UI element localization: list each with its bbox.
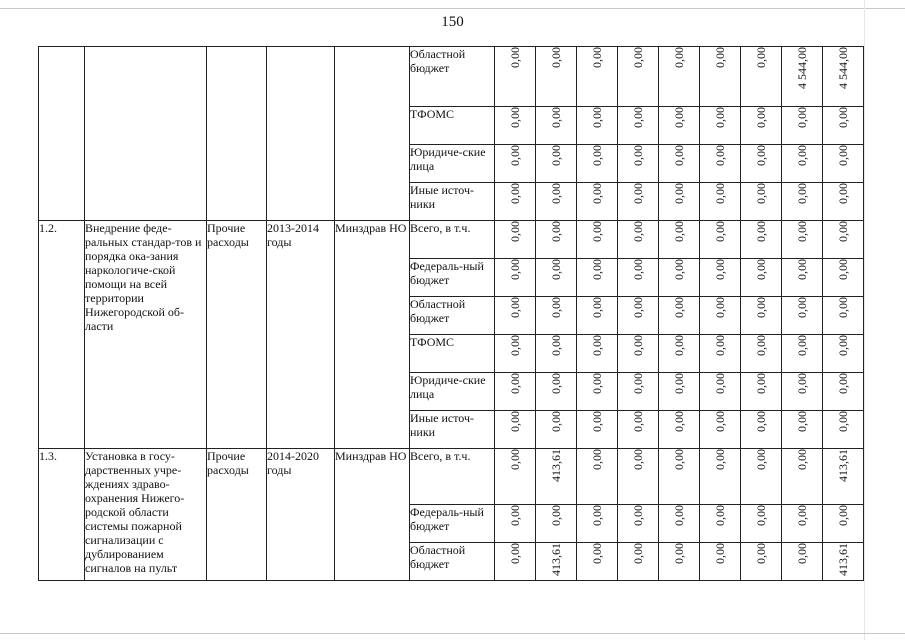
value-cell <box>700 107 741 145</box>
value-cell <box>741 221 782 259</box>
value-text: 0,00 <box>590 297 604 318</box>
funding-source: Федераль-ный бюджет <box>410 259 495 297</box>
value-cell <box>577 411 618 449</box>
value-cell <box>741 145 782 183</box>
value-text: 0,00 <box>549 505 563 526</box>
value-text: 0,00 <box>631 107 645 128</box>
value-text: 413,61 <box>549 543 563 576</box>
value-cell <box>782 107 823 145</box>
value-text: 0,00 <box>836 411 850 432</box>
value-text: 0,00 <box>795 373 809 394</box>
value-text: 0,00 <box>549 297 563 318</box>
value-cell <box>495 145 536 183</box>
scan-border-top <box>0 8 905 9</box>
value-text: 0,00 <box>795 297 809 318</box>
value-cell <box>823 373 864 411</box>
value-cell <box>782 259 823 297</box>
value-cell <box>495 107 536 145</box>
value-text: 0,00 <box>508 449 522 470</box>
value-text: 0,00 <box>713 297 727 318</box>
value-cell <box>700 297 741 335</box>
value-cell <box>741 183 782 221</box>
value-cell <box>536 505 577 543</box>
value-text: 0,00 <box>713 183 727 204</box>
value-text: 0,00 <box>795 145 809 166</box>
value-text: 0,00 <box>508 183 522 204</box>
row-number: 1.2. <box>39 221 85 449</box>
value-cell <box>495 543 536 581</box>
executor: Минздрав НО <box>335 221 410 449</box>
value-text: 0,00 <box>795 259 809 280</box>
value-cell <box>700 183 741 221</box>
value-cell <box>741 505 782 543</box>
value-text: 0,00 <box>590 259 604 280</box>
value-text: 0,00 <box>549 107 563 128</box>
value-text: 0,00 <box>631 505 645 526</box>
value-text: 0,00 <box>713 543 727 564</box>
measure-name: Установка в госу-дарственных учре-ждениях здраво-охранения Нижего-родской области системы пожарной сигнализации с дублированием сигналов на пульт <box>85 449 207 581</box>
measure-name <box>85 47 207 221</box>
value-text: 0,00 <box>713 259 727 280</box>
page-number: 150 <box>441 14 464 30</box>
value-text: 0,00 <box>795 183 809 204</box>
value-text: 0,00 <box>672 411 686 432</box>
value-text: 0,00 <box>508 259 522 280</box>
value-cell <box>823 221 864 259</box>
value-text: 0,00 <box>713 221 727 242</box>
value-cell <box>700 505 741 543</box>
value-text: 0,00 <box>508 411 522 432</box>
value-cell <box>741 543 782 581</box>
value-cell <box>782 373 823 411</box>
scan-border-right <box>864 0 865 640</box>
value-text: 0,00 <box>672 505 686 526</box>
value-text: 0,00 <box>836 297 850 318</box>
value-cell <box>741 411 782 449</box>
value-text: 0,00 <box>508 505 522 526</box>
value-cell <box>700 221 741 259</box>
table-row <box>39 449 864 505</box>
value-text: 0,00 <box>672 373 686 394</box>
value-cell <box>741 47 782 107</box>
value-text: 0,00 <box>754 411 768 432</box>
expense-type <box>207 47 267 221</box>
value-cell <box>741 259 782 297</box>
value-text: 0,00 <box>672 145 686 166</box>
value-cell <box>659 335 700 373</box>
value-cell <box>659 449 700 505</box>
value-cell <box>495 259 536 297</box>
funding-source: Юридиче-ские лица <box>410 145 495 183</box>
value-cell <box>577 505 618 543</box>
value-cell <box>659 183 700 221</box>
value-text: 0,00 <box>754 505 768 526</box>
value-cell <box>536 449 577 505</box>
value-cell <box>577 373 618 411</box>
value-text: 0,00 <box>508 373 522 394</box>
value-cell <box>823 47 864 107</box>
value-cell <box>659 411 700 449</box>
table-row <box>39 47 864 107</box>
scan-border-bottom <box>0 633 905 634</box>
funding-source: Иные источ-ники <box>410 411 495 449</box>
value-cell <box>741 449 782 505</box>
value-cell <box>618 543 659 581</box>
value-cell <box>782 411 823 449</box>
value-cell <box>618 47 659 107</box>
value-text: 0,00 <box>672 221 686 242</box>
value-text: 0,00 <box>590 335 604 356</box>
value-cell <box>495 183 536 221</box>
value-cell <box>618 297 659 335</box>
value-cell <box>823 335 864 373</box>
value-cell <box>618 221 659 259</box>
value-text: 0,00 <box>508 47 522 68</box>
value-text: 0,00 <box>590 107 604 128</box>
value-cell <box>700 543 741 581</box>
value-text: 0,00 <box>795 449 809 470</box>
value-cell <box>741 335 782 373</box>
value-cell <box>577 449 618 505</box>
period <box>267 47 335 221</box>
value-cell <box>536 373 577 411</box>
value-text: 0,00 <box>754 297 768 318</box>
value-text: 0,00 <box>631 183 645 204</box>
value-text: 0,00 <box>836 259 850 280</box>
value-text: 0,00 <box>754 449 768 470</box>
value-text: 0,00 <box>590 221 604 242</box>
value-cell <box>659 373 700 411</box>
expense-type: Прочие расходы <box>207 221 267 449</box>
value-cell <box>577 183 618 221</box>
value-text: 0,00 <box>508 221 522 242</box>
value-text: 0,00 <box>836 505 850 526</box>
value-text: 0,00 <box>631 221 645 242</box>
value-text: 0,00 <box>754 183 768 204</box>
value-cell <box>577 107 618 145</box>
value-cell <box>823 543 864 581</box>
value-cell <box>577 297 618 335</box>
value-text: 0,00 <box>672 449 686 470</box>
value-cell <box>700 335 741 373</box>
value-text: 0,00 <box>508 107 522 128</box>
value-text: 0,00 <box>754 145 768 166</box>
value-cell <box>700 259 741 297</box>
funding-source: Областной бюджет <box>410 297 495 335</box>
value-cell <box>782 505 823 543</box>
value-cell <box>659 543 700 581</box>
value-text: 0,00 <box>508 543 522 564</box>
value-cell <box>700 449 741 505</box>
value-text: 0,00 <box>508 145 522 166</box>
value-text: 0,00 <box>549 411 563 432</box>
value-text: 0,00 <box>672 183 686 204</box>
value-text: 0,00 <box>713 145 727 166</box>
value-cell <box>495 221 536 259</box>
value-text: 0,00 <box>754 259 768 280</box>
value-text: 0,00 <box>631 335 645 356</box>
value-cell <box>823 297 864 335</box>
value-text: 0,00 <box>754 543 768 564</box>
value-cell <box>577 335 618 373</box>
value-cell <box>536 297 577 335</box>
value-text: 0,00 <box>672 47 686 68</box>
value-cell <box>659 221 700 259</box>
value-cell <box>659 297 700 335</box>
value-text: 0,00 <box>795 543 809 564</box>
value-cell <box>536 107 577 145</box>
value-cell <box>782 449 823 505</box>
value-cell <box>782 183 823 221</box>
value-cell <box>618 107 659 145</box>
value-cell <box>618 335 659 373</box>
value-text: 0,00 <box>795 505 809 526</box>
funding-source: Всего, в т.ч. <box>410 221 495 259</box>
value-text: 0,00 <box>549 259 563 280</box>
funding-source: Областной бюджет <box>410 47 495 107</box>
value-text: 0,00 <box>836 373 850 394</box>
period: 2013-2014 годы <box>267 221 335 449</box>
value-text: 413,61 <box>549 449 563 482</box>
value-cell <box>823 259 864 297</box>
value-text: 413,61 <box>836 543 850 576</box>
value-text: 0,00 <box>672 297 686 318</box>
value-text: 0,00 <box>590 183 604 204</box>
value-text: 0,00 <box>754 335 768 356</box>
value-text: 0,00 <box>672 259 686 280</box>
funding-source: Юридиче-ские лица <box>410 373 495 411</box>
value-cell <box>700 145 741 183</box>
value-text: 0,00 <box>549 335 563 356</box>
value-cell <box>618 373 659 411</box>
value-text: 0,00 <box>836 221 850 242</box>
value-text: 0,00 <box>672 107 686 128</box>
value-text: 0,00 <box>836 145 850 166</box>
value-text: 0,00 <box>713 373 727 394</box>
value-text: 0,00 <box>795 107 809 128</box>
funding-source: Иные источ-ники <box>410 183 495 221</box>
value-text: 0,00 <box>754 107 768 128</box>
value-cell <box>659 145 700 183</box>
value-cell <box>536 335 577 373</box>
value-cell <box>782 543 823 581</box>
value-text: 0,00 <box>590 543 604 564</box>
value-cell <box>495 335 536 373</box>
value-cell <box>741 373 782 411</box>
value-cell <box>536 221 577 259</box>
value-cell <box>823 107 864 145</box>
value-cell <box>823 145 864 183</box>
value-text: 0,00 <box>631 449 645 470</box>
value-cell <box>659 107 700 145</box>
value-cell <box>659 505 700 543</box>
funding-source: ТФОМС <box>410 107 495 145</box>
period: 2014-2020 годы <box>267 449 335 581</box>
value-text: 0,00 <box>549 373 563 394</box>
funding-source: ТФОМС <box>410 335 495 373</box>
value-text: 0,00 <box>508 335 522 356</box>
value-cell <box>823 183 864 221</box>
value-cell <box>618 145 659 183</box>
value-cell <box>495 449 536 505</box>
measure-name: Внедрение феде-ральных стандар-тов и порядка ока-зания наркологиче-ской помощи на всей территории Нижегородской об-ласти <box>85 221 207 449</box>
value-text: 0,00 <box>549 47 563 68</box>
value-text: 0,00 <box>754 373 768 394</box>
value-cell <box>577 259 618 297</box>
value-cell <box>536 543 577 581</box>
value-cell <box>495 297 536 335</box>
value-cell <box>536 411 577 449</box>
value-cell <box>577 145 618 183</box>
expense-type: Прочие расходы <box>207 449 267 581</box>
value-cell <box>823 411 864 449</box>
value-cell <box>700 373 741 411</box>
value-text: 0,00 <box>631 373 645 394</box>
funding-source: Всего, в т.ч. <box>410 449 495 505</box>
value-cell <box>536 259 577 297</box>
value-text: 0,00 <box>631 259 645 280</box>
value-text: 0,00 <box>590 411 604 432</box>
value-text: 0,00 <box>549 145 563 166</box>
value-text: 0,00 <box>836 107 850 128</box>
executor: Минздрав НО <box>335 449 410 581</box>
value-text: 0,00 <box>549 183 563 204</box>
value-text: 0,00 <box>672 543 686 564</box>
value-text: 0,00 <box>631 543 645 564</box>
value-text: 0,00 <box>631 297 645 318</box>
value-cell <box>577 47 618 107</box>
value-text: 0,00 <box>631 47 645 68</box>
value-text: 0,00 <box>590 373 604 394</box>
value-text: 4 544,00 <box>836 47 850 89</box>
value-cell <box>495 411 536 449</box>
value-cell <box>495 47 536 107</box>
value-cell <box>536 47 577 107</box>
value-cell <box>618 183 659 221</box>
value-cell <box>577 543 618 581</box>
funding-source: Федераль-ный бюджет <box>410 505 495 543</box>
value-cell <box>659 259 700 297</box>
value-text: 0,00 <box>713 449 727 470</box>
value-text: 0,00 <box>713 411 727 432</box>
budget-table <box>38 46 864 581</box>
value-cell <box>782 221 823 259</box>
value-cell <box>618 505 659 543</box>
value-cell <box>741 107 782 145</box>
value-cell <box>495 373 536 411</box>
value-cell <box>536 183 577 221</box>
value-text: 0,00 <box>549 221 563 242</box>
value-text: 0,00 <box>713 47 727 68</box>
value-cell <box>618 259 659 297</box>
value-text: 0,00 <box>754 47 768 68</box>
funding-source: Областной бюджет <box>410 543 495 581</box>
value-text: 0,00 <box>795 221 809 242</box>
value-cell <box>782 335 823 373</box>
value-cell <box>782 297 823 335</box>
value-text: 0,00 <box>590 47 604 68</box>
table-row <box>39 221 864 259</box>
value-text: 0,00 <box>795 335 809 356</box>
value-cell <box>495 505 536 543</box>
value-text: 0,00 <box>754 221 768 242</box>
value-cell <box>618 449 659 505</box>
value-text: 0,00 <box>631 145 645 166</box>
value-text: 0,00 <box>631 411 645 432</box>
row-number <box>39 47 85 221</box>
value-cell <box>782 145 823 183</box>
value-cell <box>700 411 741 449</box>
value-text: 0,00 <box>713 335 727 356</box>
executor <box>335 47 410 221</box>
value-cell <box>577 221 618 259</box>
value-text: 0,00 <box>713 107 727 128</box>
value-cell <box>823 505 864 543</box>
value-text: 0,00 <box>590 505 604 526</box>
value-text: 0,00 <box>672 335 686 356</box>
value-cell <box>618 411 659 449</box>
value-text: 0,00 <box>836 183 850 204</box>
value-cell <box>741 297 782 335</box>
value-text: 4 544,00 <box>795 47 809 89</box>
value-cell <box>782 47 823 107</box>
value-text: 0,00 <box>590 449 604 470</box>
value-text: 0,00 <box>713 505 727 526</box>
value-cell <box>700 47 741 107</box>
value-text: 0,00 <box>590 145 604 166</box>
value-cell <box>823 449 864 505</box>
value-text: 0,00 <box>836 335 850 356</box>
value-text: 0,00 <box>795 411 809 432</box>
row-number: 1.3. <box>39 449 85 581</box>
value-cell <box>659 47 700 107</box>
value-cell <box>536 145 577 183</box>
value-text: 413,61 <box>836 449 850 482</box>
value-text: 0,00 <box>508 297 522 318</box>
